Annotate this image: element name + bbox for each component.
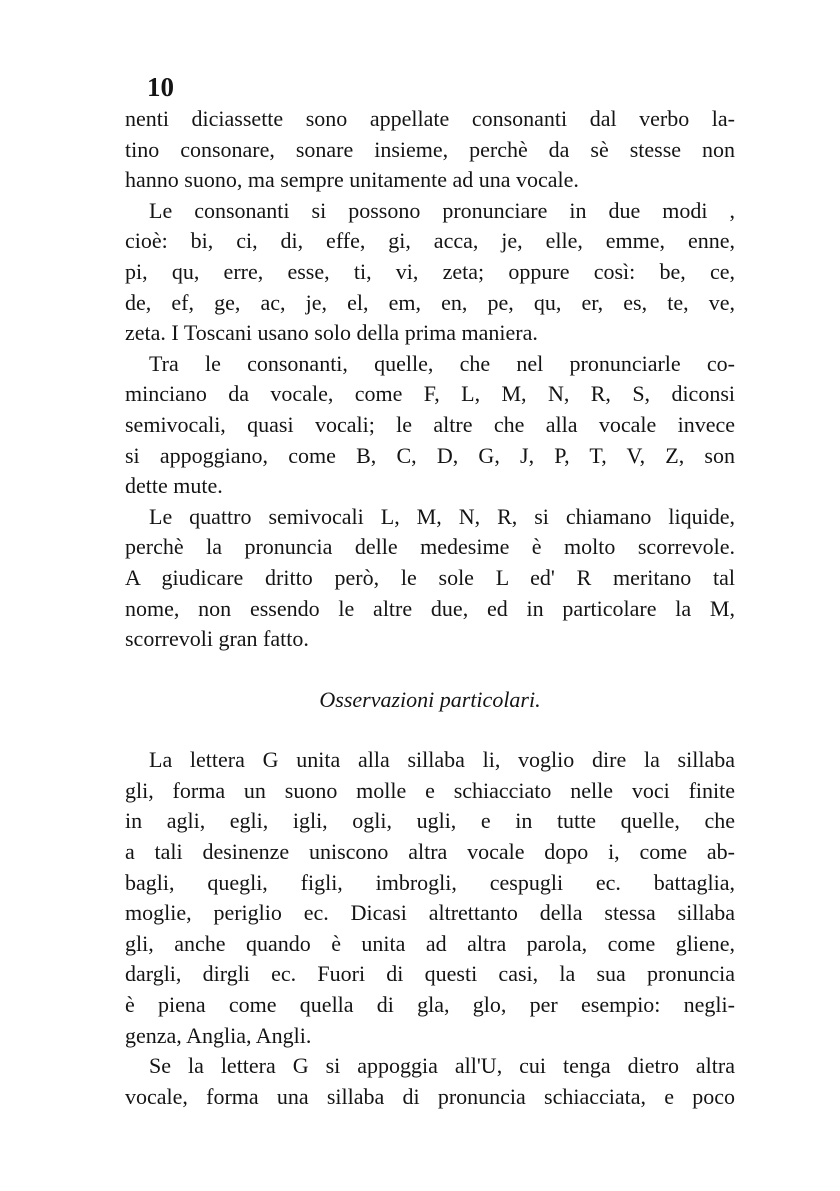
text-line: La lettera G unita alla sillaba li, voglio dire la sillaba [149, 747, 735, 773]
text-line: nome, non essendo le altre due, ed in particolare la M, [125, 595, 735, 621]
page-number: 10 [147, 72, 174, 102]
text-line: moglie, periglio ec. Dicasi altrettanto della stessa sillaba [125, 900, 735, 926]
text-line: gli, forma un suono molle e schiacciato nelle voci finite [125, 777, 735, 803]
text-line: genza, Anglia, Angli. [125, 1022, 312, 1048]
text-line: a tali desinenze uniscono altra vocale dopo i, come ab- [125, 839, 735, 865]
text-line: cioè: bi, ci, di, effe, gi, acca, je, elle, emme, enne, [125, 228, 735, 254]
text-line: Le quattro semivocali L, M, N, R, si chiamano liquide, [149, 503, 735, 529]
text-line: minciano da vocale, come F, L, M, N, R, S, diconsi [125, 381, 735, 407]
text-line: de, ef, ge, ac, je, el, em, en, pe, qu, er, es, te, ve, [125, 289, 735, 315]
text-line: dette mute. [125, 473, 223, 499]
text-line: perchè la pronuncia delle medesime è molto scorrevole. [125, 534, 735, 560]
text-line: gli, anche quando è unita ad altra parola, come gliene, [125, 930, 735, 956]
text-line: tino consonare, sonare insieme, perchè da sè stesse non [125, 136, 735, 162]
text-line: Se la lettera G si appoggia all'U, cui tenga dietro altra [149, 1053, 735, 1079]
text-line: vocale, forma una sillaba di pronuncia schiacciata, e poco [125, 1083, 735, 1109]
text-line: scorrevoli gran fatto. [125, 626, 309, 652]
text-line: pi, qu, erre, esse, ti, vi, zeta; oppure così: be, ce, [125, 258, 735, 284]
body-text [125, 104, 735, 1112]
text-line: in agli, egli, igli, ogli, ugli, e in tutte quelle, che [125, 808, 735, 834]
section-heading: Osservazioni particolari. [319, 686, 541, 712]
text-line: Tra le consonanti, quelle, che nel pronunciarle co- [149, 350, 735, 376]
text-line: dargli, dirgli ec. Fuori di questi casi, la sua pronuncia [125, 961, 735, 987]
text-line: si appoggiano, come B, C, D, G, J, P, T, V, Z, son [125, 442, 735, 468]
text-line: bagli, quegli, figli, imbrogli, cespugli ec. battaglia, [125, 869, 735, 895]
text-line: Le consonanti si possono pronunciare in due modi , [149, 197, 735, 223]
text-line: hanno suono, ma sempre unitamente ad una vocale. [125, 167, 579, 193]
text-line: A giudicare dritto però, le sole L ed' R meritano tal [125, 564, 735, 590]
text-line: zeta. I Toscani usano solo della prima maniera. [125, 320, 538, 346]
text-line: è piena come quella di gla, glo, per esempio: negli- [125, 992, 735, 1018]
text-line: nenti diciassette sono appellate consonanti dal verbo la- [125, 106, 735, 131]
text-line: semivocali, quasi vocali; le altre che alla vocale invece [125, 411, 735, 437]
